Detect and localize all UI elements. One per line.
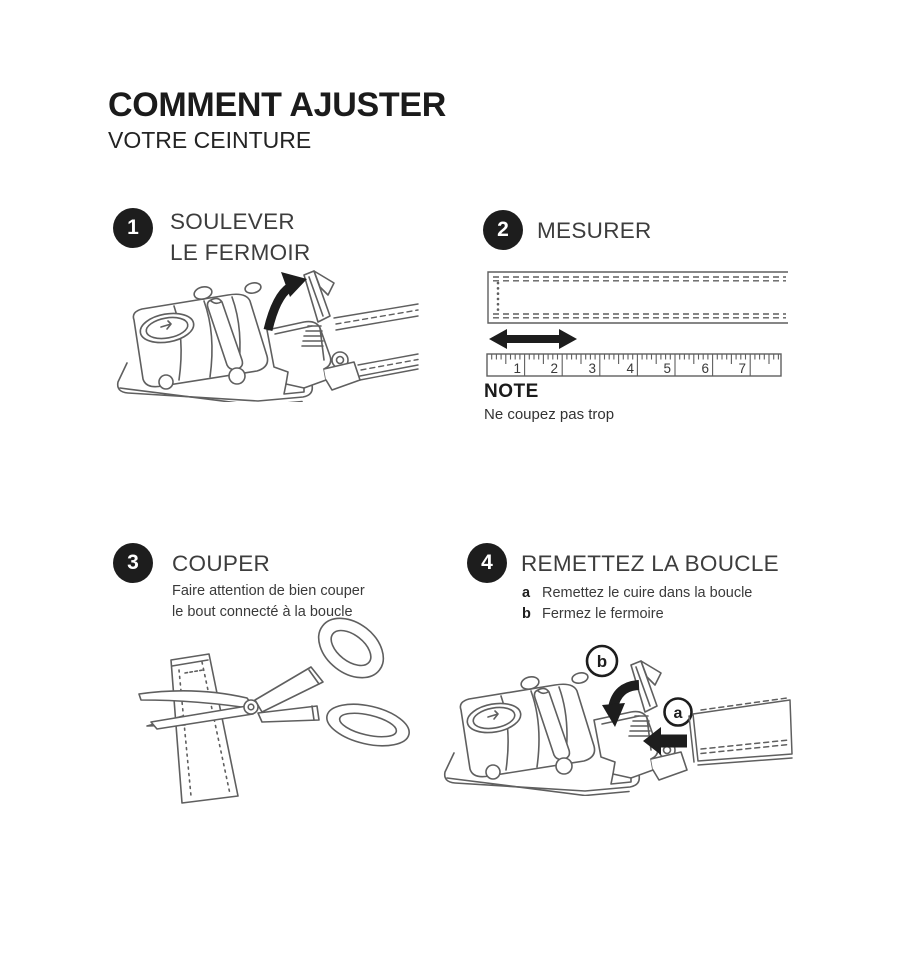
step4-title: REMETTEZ LA BOUCLE	[521, 551, 779, 576]
note-text: Ne coupez pas trop	[484, 406, 615, 423]
detached-belt-piece	[689, 698, 792, 765]
marker-b	[587, 646, 617, 676]
note-label: NOTE	[484, 381, 539, 402]
lift-clasp-arrow-icon	[268, 272, 307, 330]
step4-substeps	[522, 584, 752, 624]
page-title	[108, 86, 446, 154]
ruler-number-6: 6	[701, 361, 709, 376]
substep-a-key: a	[522, 585, 531, 601]
step1-title-line1: SOULEVER	[170, 209, 295, 234]
scissors-illustration	[125, 610, 415, 815]
ruler-number-2: 2	[550, 361, 558, 376]
ruler-number-7: 7	[738, 361, 746, 376]
note-block	[484, 381, 614, 425]
step4-number: 4	[481, 551, 493, 574]
step3-number: 3	[127, 551, 139, 574]
measure-double-arrow-icon	[489, 329, 577, 349]
buckle-open-illustration	[106, 266, 422, 402]
step3-description-line1: Faire attention de bien couper	[172, 583, 365, 599]
ruler-number-3: 3	[588, 361, 596, 376]
step3-title: COUPER	[172, 551, 271, 576]
step3-description-line2: le bout connecté à la boucle	[172, 604, 353, 620]
step2-number: 2	[497, 218, 509, 241]
belt-strap-vertical	[171, 654, 238, 803]
page-title-line1: COMMENT AJUSTER	[108, 86, 447, 124]
ruler-number-4: 4	[626, 361, 634, 376]
belt-buckle-drawing	[118, 271, 360, 402]
step1-title-line2: LE FERMOIR	[170, 240, 311, 265]
substep-b	[522, 605, 752, 625]
ruler-number-5: 5	[663, 361, 671, 376]
marker-a-letter: a	[673, 705, 683, 722]
substep-b-text: Fermez le fermoire	[542, 605, 664, 622]
ruler-number-1: 1	[513, 361, 521, 376]
step1-title	[170, 206, 311, 268]
step2-title: MESURER	[537, 218, 652, 243]
substep-a	[522, 584, 752, 604]
belt-strap-top-view	[488, 272, 788, 323]
step1-number-badge	[113, 208, 153, 248]
step3-number-badge	[113, 543, 153, 583]
ruler-illustration	[487, 354, 781, 376]
substep-a-text: Remettez le cuire dans la boucle	[542, 585, 753, 601]
belt-buckle-drawing	[445, 661, 687, 796]
marker-b-letter: b	[596, 652, 608, 671]
step1-number: 1	[127, 216, 139, 239]
substep-b-key: b	[522, 605, 531, 622]
marker-a	[665, 699, 692, 726]
page-title-line2: VOTRE CEINTURE	[108, 127, 312, 153]
step2-number-badge	[483, 210, 523, 250]
step4-number-badge	[467, 543, 507, 583]
measure-illustration	[483, 266, 793, 380]
reattach-illustration	[435, 628, 800, 796]
